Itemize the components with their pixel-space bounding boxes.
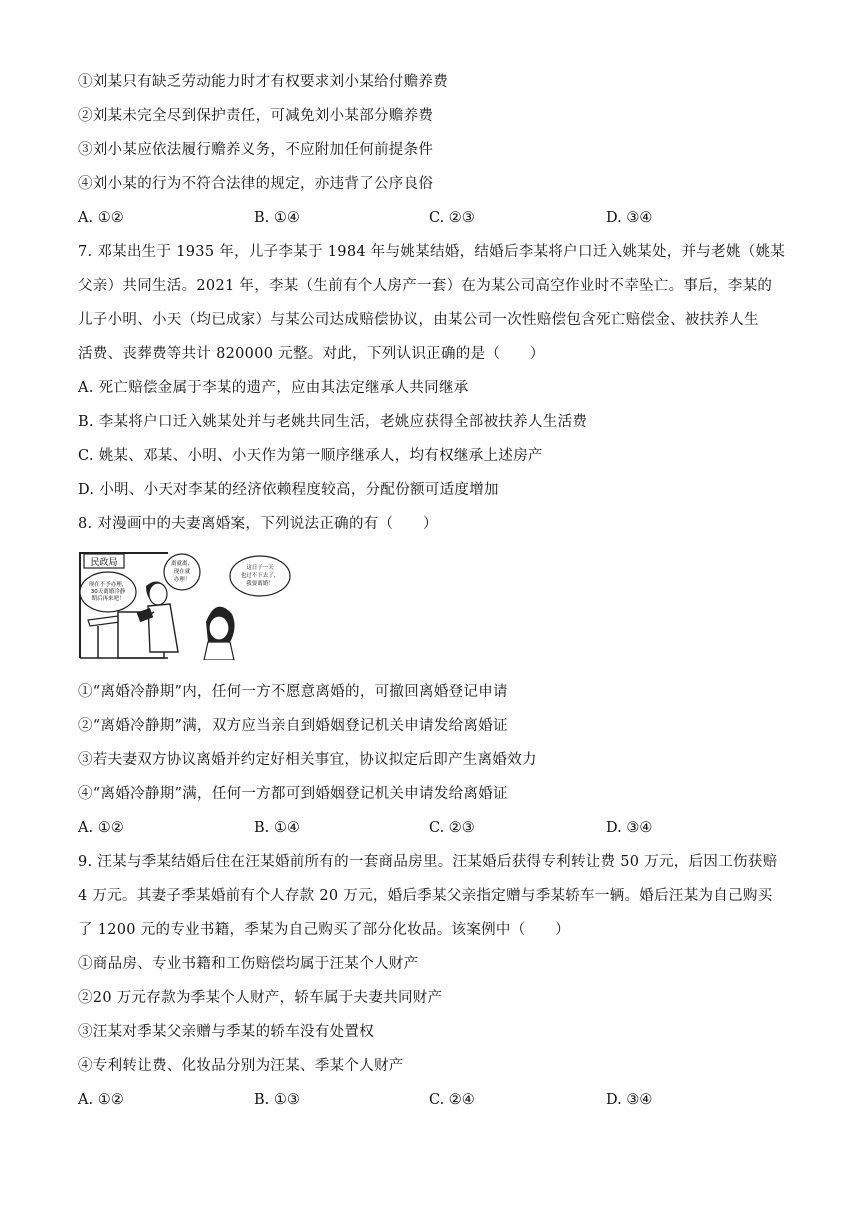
svg-text:现在就: 现在就 (173, 569, 191, 575)
q8-statement-3: ③若夫妻双方协议离婚并约定好相关事宜，协议拟定后即产生离婚效力 (78, 752, 537, 768)
q8-statement-4: ④“离婚冷静期”满，任何一方都可到婚姻登记机关申请发给离婚证 (78, 786, 508, 802)
q9-stem-line-2: 4 万元。其妻子季某婚前有个人存款 20 万元，婚后季某父亲指定赠与季某轿车一辆。婚后汪某为自己购买 (78, 888, 773, 904)
q9-option-a: A. ①② (78, 1092, 124, 1108)
q8-option-c: C. ②③ (429, 820, 475, 836)
q7-stem-line-3: 儿子小明、小天（均已成家）与某公司达成赔偿协议，由某公司一次性赔偿包含死亡赔偿金、被扶养人生 (78, 312, 759, 328)
svg-text:也过不下去了，: 也过不下去了， (240, 573, 280, 579)
q9-option-d: D. ③④ (606, 1092, 653, 1108)
q9-statement-1: ①商品房、专业书籍和工伤赔偿均属于汪某个人财产 (78, 956, 419, 972)
q6-option-d: D. ③④ (606, 210, 653, 226)
q6-statement-3: ③刘小某应依法履行赡养义务，不应附加任何前提条件 (78, 142, 434, 158)
svg-text:办理！: 办理！ (173, 577, 191, 583)
q6-statement-2: ②刘某未完全尽到保护责任，可减免刘小某部分赡养费 (78, 108, 434, 124)
svg-text:这日子一天: 这日子一天 (246, 565, 274, 571)
q9-statement-4: ④专利转让费、化妆品分别为汪某、季某个人财产 (78, 1058, 404, 1074)
q8-option-a: A. ①② (78, 820, 124, 836)
divorce-cartoon (78, 552, 310, 660)
q6-option-a: A. ①② (78, 210, 124, 226)
q6-option-c: C. ②③ (429, 210, 475, 226)
q9-statement-2: ②20 万元存款为季某个人财产，轿车属于夫妻共同财产 (78, 990, 443, 1006)
q7-stem-line-2: 父亲）共同生活。2021 年，李某（生前有个人房产一套）在为某公司高空作业时不幸坠亡。事后，李某的 (78, 278, 773, 294)
q6-statement-4: ④刘小某的行为不符合法律的规定，亦违背了公序良俗 (78, 176, 434, 192)
q8-statement-1: ①“离婚冷静期”内，任何一方不愿意离婚的，可撤回离婚登记申请 (78, 684, 508, 700)
q9-option-b: B. ①③ (254, 1092, 300, 1108)
q8-option-d: D. ③④ (606, 820, 653, 836)
comic-sign: 民政局 (90, 558, 118, 568)
q6-option-b: B. ①④ (254, 210, 300, 226)
q7-option-c: C. 姚某、邓某、小明、小天作为第一顺序继承人，均有权继承上述房产 (78, 448, 543, 464)
q9-stem-line-3: 了 1200 元的专业书籍，季某为自己购买了部分化妆品。该案例中（ ） (78, 922, 570, 938)
q7-option-d: D. 小明、小天对李某的经济依赖程度较高，分配份额可适度增加 (78, 482, 499, 498)
svg-text:离就离，: 离就离， (170, 561, 194, 567)
q7-stem-line-4: 活费、丧葬费等共计 820000 元整。对此，下列认识正确的是（ ） (78, 346, 545, 362)
q9-option-c: C. ②④ (429, 1092, 475, 1108)
svg-text:现在不予办理，: 现在不予办理， (88, 582, 128, 588)
q8-stem: 8. 对漫画中的夫妻离婚案，下列说法正确的有（ ） (78, 516, 438, 532)
q6-statement-1: ①刘某只有缺乏劳动能力时才有权要求刘小某给付赡养费 (78, 74, 448, 90)
q9-stem-line-1: 9. 汪某与季某结婚后住在汪某婚前所有的一套商品房里。汪某婚后获得专利转让费 50 万元，后因工伤获赔 (78, 854, 778, 870)
svg-text:期后再来吧！: 期后再来吧！ (91, 596, 125, 602)
svg-text:30天离婚冷静: 30天离婚冷静 (90, 589, 126, 595)
q8-option-b: B. ①④ (254, 820, 300, 836)
q7-option-b: B. 李某将户口迁入姚某处并与老姚共同生活，老姚应获得全部被扶养人生活费 (78, 414, 588, 430)
q9-statement-3: ③汪某对季某父亲赠与季某的轿车没有处置权 (78, 1024, 374, 1040)
q7-stem-line-1: 7. 邓某出生于 1935 年，儿子李某于 1984 年与姚某结婚，结婚后李某将户口迁入姚某处，并与老姚（姚某 (78, 244, 786, 260)
q8-statement-2: ②“离婚冷静期”满，双方应当亲自到婚姻登记机关申请发给离婚证 (78, 718, 508, 734)
svg-text:我要离婚！: 我要离婚！ (246, 581, 274, 587)
q7-option-a: A. 死亡赔偿金属于李某的遗产，应由其法定继承人共同继承 (78, 380, 469, 396)
